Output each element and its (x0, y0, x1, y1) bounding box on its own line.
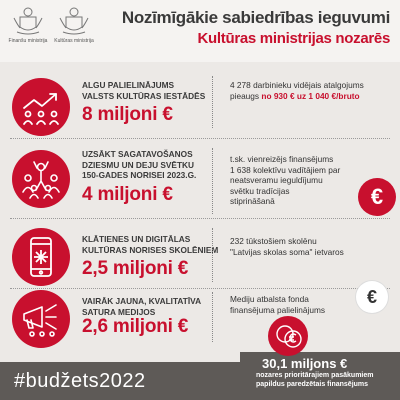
item-3-desc-line2: "Latvijas skolas soma" ietvaros (230, 246, 344, 257)
item-1-amount: 8 miljoni € (82, 104, 173, 125)
item-4-label-line2: SATURA MEDIJOS (82, 306, 156, 317)
item-1-desc-line1: 4 278 darbinieku vidējais atalgojums (230, 80, 364, 90)
culture-ministry-logo (52, 6, 96, 44)
culture-ministry-caption: Kultūras ministrija (54, 38, 94, 44)
coat-of-arms-icon (57, 6, 91, 36)
divider (212, 76, 213, 128)
row-separator (10, 138, 390, 139)
euro-coins-icon (268, 316, 308, 356)
divider (212, 228, 213, 282)
euro-icon: € (356, 281, 388, 313)
item-4-desc-line2: finansējuma palielinājums (230, 304, 326, 315)
rising-chart-people-icon (12, 78, 70, 136)
page-title: Nozīmīgākie sabiedrības ieguvumi (121, 8, 390, 27)
item-1-label (82, 80, 205, 101)
item-3-label-line2: KULTŪRAS NORISES SKOLĒNIEM (82, 244, 219, 255)
coat-of-arms-icon (11, 6, 45, 36)
item-4-label-line1: VAIRĀK JAUNA, KVALITATĪVA (82, 296, 202, 306)
item-2-label-line1: UZSĀKT SAGATAVOŠANOS (82, 149, 193, 159)
row-separator (10, 288, 390, 289)
item-2-label-line3: 150-GADES NORISEI 2023.G. (82, 170, 197, 180)
item-2-amount: 4 miljoni € (82, 184, 173, 205)
item-2-desc-line3: neatsveramu ieguldījumu (230, 175, 323, 185)
item-1-label-line1: ALGU PALIELINĀJUMS (82, 80, 175, 90)
item-2-desc-line2: 1 638 kolektīvu vadītājiem par (230, 164, 341, 175)
item-2-description (230, 154, 340, 207)
item-2-label-line2: DZIESMU UN DEJU SVĒTKU (82, 159, 195, 170)
total-description (256, 372, 374, 389)
finance-ministry-logo (6, 6, 50, 44)
item-2-desc-line4: svētku tradīcijas (230, 185, 290, 196)
item-2-desc-line1: t.sk. vienreizējs finansējums (230, 154, 334, 164)
megaphone-media-icon (12, 290, 70, 348)
page-subtitle: Kultūras ministrijas nozarēs (197, 30, 390, 47)
choir-people-icon (12, 150, 70, 208)
item-3-label-line1: KLĀTIENES UN DIGITĀLAS (82, 234, 191, 244)
divider (212, 148, 213, 214)
smartphone-icon (12, 228, 70, 286)
row-separator (10, 218, 390, 219)
item-3-amount: 2,5 miljoni € (82, 258, 189, 279)
item-1-desc-highlight: no 930 € uz 1 040 €/bruto (261, 90, 360, 101)
total-description-line1: nozares prioritārajiem pasākumiem (256, 372, 374, 379)
item-1-description (230, 80, 364, 101)
item-4-amount: 2,6 miljoni € (82, 316, 189, 337)
item-4-label (82, 296, 201, 317)
item-4-desc-line1: Mediju atbalsta fonda (230, 294, 309, 304)
item-4-description (230, 294, 325, 315)
item-1-desc-prefix: pieaugs (230, 90, 262, 101)
item-2-desc-line5: stiprināšanā (230, 196, 275, 206)
item-3-desc-line1: 232 tūkstošiem skolēnu (230, 236, 317, 246)
item-3-label (82, 234, 218, 255)
budget-hashtag: #budžets2022 (0, 362, 240, 400)
item-3-description (230, 236, 344, 257)
divider (212, 292, 213, 342)
euro-icon: € (358, 178, 396, 216)
total-amount: 30,1 miljons € (262, 356, 348, 371)
total-description-line2: papildus paredzētais finansējums (256, 380, 369, 388)
finance-ministry-caption: Finanšu ministrija (8, 38, 48, 44)
item-1-label-line2: VALSTS KULTŪRAS IESTĀDĒS (82, 90, 206, 101)
item-1-desc-line2 (230, 91, 364, 102)
header (0, 0, 400, 62)
item-2-label (82, 149, 196, 181)
